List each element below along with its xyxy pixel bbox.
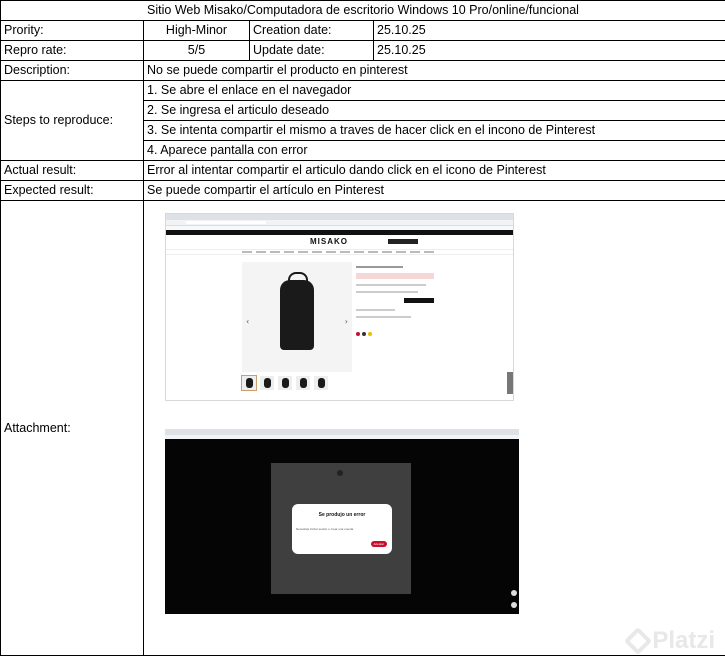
chevron-left-icon: ‹ — [246, 317, 250, 326]
error-screenshot[interactable] — [165, 429, 519, 614]
product-text-line — [356, 284, 426, 286]
error-dialog — [292, 504, 392, 554]
actual-result-row — [1, 161, 725, 181]
platzi-watermark — [628, 627, 715, 655]
error-title: Se produjo un error — [318, 512, 366, 518]
pinterest-logo-icon — [337, 470, 343, 476]
watermark-text: Platzi — [652, 627, 715, 654]
description-row — [1, 61, 725, 81]
priority-label: Prority: — [1, 21, 144, 41]
actual-result-value: Error al intentar compartir el articulo dando click en el icono de Pinterest — [144, 161, 725, 181]
update-date-label: Update date: — [250, 41, 374, 61]
side-tab — [507, 372, 513, 394]
scroll-down-icon — [511, 602, 517, 608]
browser-bookmarks-bar — [165, 435, 519, 439]
facebook-icon — [362, 332, 366, 336]
actual-result-label: Actual result: — [1, 161, 144, 181]
expected-result-value: Se puede compartir el artículo en Pinterest — [144, 181, 725, 201]
steps-row — [1, 81, 725, 101]
error-accept-button[interactable]: Aceptar — [371, 541, 387, 547]
thumbnail — [296, 376, 310, 390]
priority-value: High-Minor — [144, 21, 250, 41]
product-image — [242, 262, 352, 372]
site-menu — [166, 250, 513, 255]
thumbnail — [260, 376, 274, 390]
browser-address-bar — [166, 220, 513, 226]
backpack-image — [280, 280, 314, 350]
step-item: 3. Se intenta compartir el mismo a traves de hacer click en el incono de Pinterest — [144, 121, 725, 141]
platzi-logo-icon — [624, 627, 652, 655]
product-title-line — [356, 266, 403, 268]
pinterest-modal — [271, 463, 411, 594]
site-search-box — [388, 239, 418, 244]
product-page-screenshot[interactable] — [165, 213, 514, 401]
attachment-label: Attachment: — [1, 201, 144, 656]
description-value: No se puede compartir el producto en pinterest — [144, 61, 725, 81]
chevron-right-icon: › — [344, 317, 348, 326]
update-date-value: 25.10.25 — [374, 41, 725, 61]
creation-date-value: 25.10.25 — [374, 21, 725, 41]
expected-result-row — [1, 181, 725, 201]
repro-rate-label: Repro rate: — [1, 41, 144, 61]
repro-rate-value: 5/5 — [144, 41, 250, 61]
share-icons — [356, 323, 434, 342]
repro-row — [1, 41, 725, 61]
error-message: Necesitas iniciar sesión o crear una cuenta — [296, 527, 354, 531]
product-info — [356, 266, 434, 342]
attachment-row — [1, 201, 725, 656]
step-item: 4. Aparece pantalla con error — [144, 141, 725, 161]
thumbnail — [314, 376, 328, 390]
creation-date-label: Creation date: — [250, 21, 374, 41]
product-price-bar — [356, 273, 434, 279]
attachment-cell — [144, 201, 725, 656]
priority-row — [1, 21, 725, 41]
expected-result-label: Expected result: — [1, 181, 144, 201]
product-text-line — [356, 316, 411, 318]
product-thumbnails — [242, 376, 328, 390]
product-text-line — [356, 291, 418, 293]
add-to-cart-mini — [404, 298, 434, 303]
site-header — [166, 235, 513, 250]
step-item: 1. Se abre el enlace en el navegador — [144, 81, 725, 101]
step-item: 2. Se ingresa el articulo deseado — [144, 101, 725, 121]
site-logo: MISAKO — [310, 237, 348, 246]
whatsapp-icon — [368, 332, 372, 336]
pinterest-icon — [356, 332, 360, 336]
title-row — [1, 1, 725, 21]
scroll-up-icon — [511, 590, 517, 596]
thumbnail — [242, 376, 256, 390]
product-text-line — [356, 309, 395, 311]
thumbnail — [278, 376, 292, 390]
description-label: Description: — [1, 61, 144, 81]
steps-label: Steps to reproduce: — [1, 81, 144, 161]
report-title: Sitio Web Misako/Computadora de escritorio Windows 10 Pro/online/funcional — [1, 1, 725, 21]
